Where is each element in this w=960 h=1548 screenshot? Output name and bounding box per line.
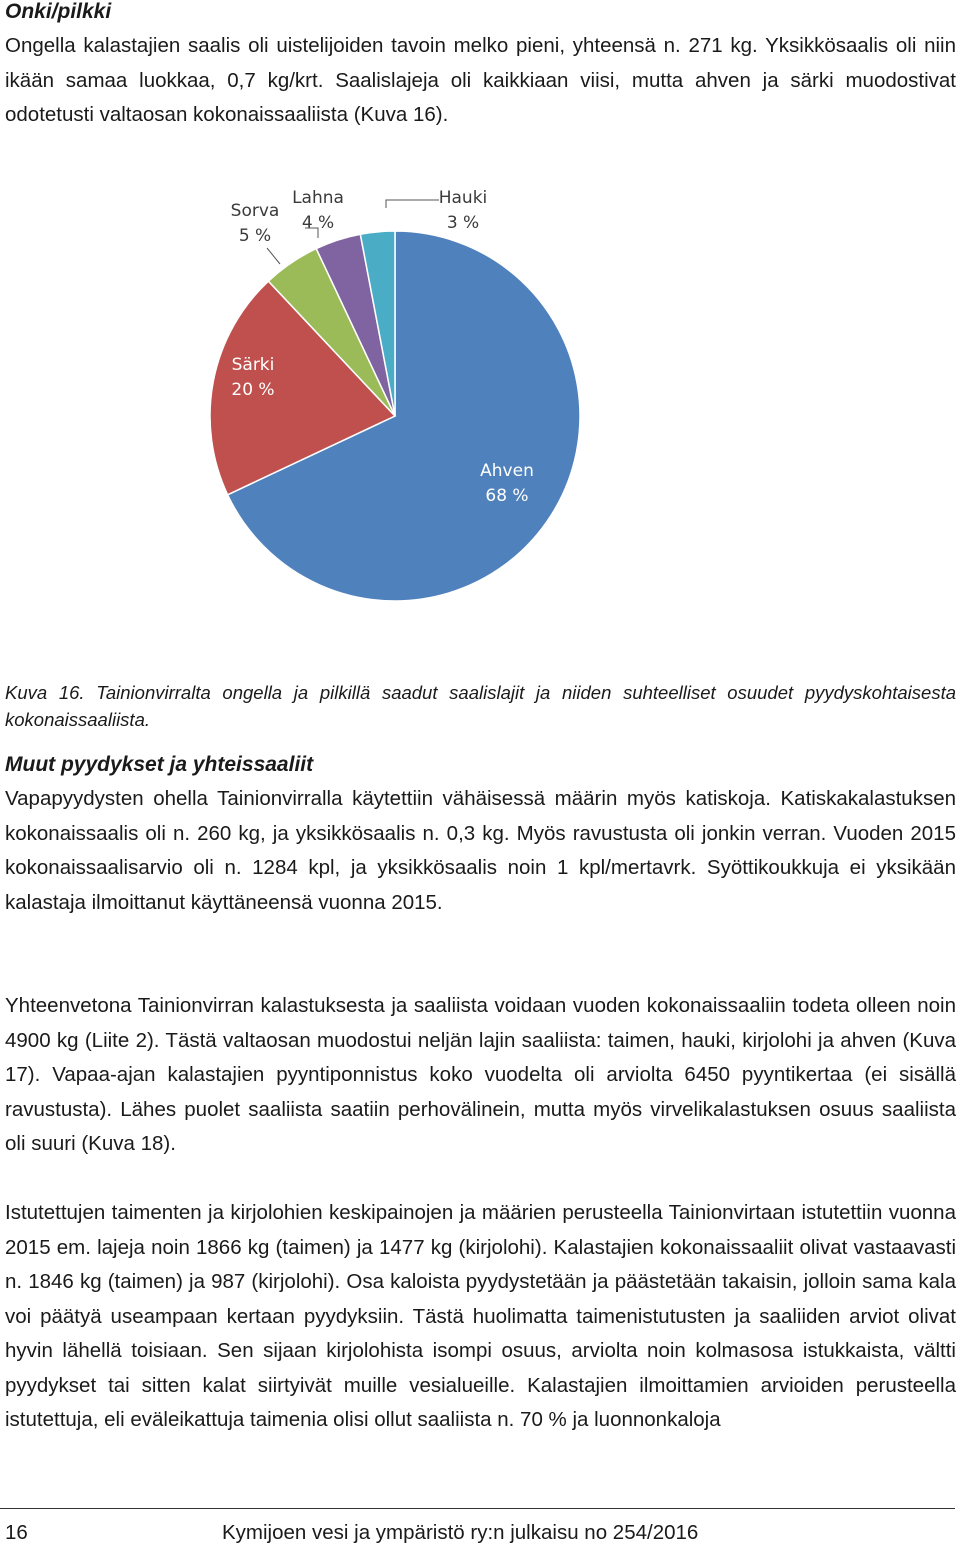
section-heading-muut: Muut pyydykset ja yhteissaaliit bbox=[5, 753, 314, 776]
pie-label-name-ahven: Ahven bbox=[480, 461, 534, 481]
pie-label-value-ahven: 68 % bbox=[485, 486, 529, 506]
pie-label-value-hauki: 3 % bbox=[446, 213, 480, 233]
pie-label-name-sorva: Sorva bbox=[230, 201, 280, 221]
pie-label-name-hauki: Hauki bbox=[438, 188, 488, 208]
pie-chart bbox=[185, 180, 645, 620]
section-heading-onki: Onki/pilkki bbox=[5, 0, 112, 23]
pie-label-name-sarki: Särki bbox=[231, 355, 275, 375]
footer-divider bbox=[0, 1508, 955, 1509]
paragraph-istutus: Istutettujen taimenten ja kirjolohien keskipainojen ja määrien perusteella Tainionvirtaan istutettiin vuonna 2015 em. lajeja noin 1866 kg (taimen) ja 1477 kg (kirjolohi). Kalastajien kokonaissaaliit olivat vastaavasti n. 1846 kg (taimen) ja 987 (kirjolohi). Osa kaloista pyydystetään ja päästetään takaisin, jolloin sama kala voi päätyä useampaan kertaan pyydyksiin. Tästä huolimatta taimenistutusten ja saaliiden arviot olivat hyvin lähellä toisiaan. Sen sijaan kirjolohista isompi osuus, arviolta noin kolmasosa istukkaista, vältti pyydykset tai sitten kalat siirtyivät muille vesialueille. Kalastajien ilmoittamien arvioiden perusteella istutettuja, eli eväleikattuja taimenia olisi ollut saaliista n. 70 % ja luonnonkaloja bbox=[5, 1201, 956, 1431]
pie-label-value-sarki: 20 % bbox=[231, 380, 275, 400]
pie-leader-line-sorva bbox=[267, 248, 280, 264]
footer-publication: Kymijoen vesi ja ympäristö ry:n julkaisu no 254/2016 bbox=[222, 1521, 699, 1544]
pie-label-value-sorva: 5 % bbox=[238, 226, 272, 246]
figure-caption: Kuva 16. Tainionvirralta ongella ja pilkillä saadut saalislajit ja niiden suhteelliset osuudet pyydyskohtaisesta kokonaissaaliista. bbox=[5, 681, 956, 730]
footer-page-number: 16 bbox=[5, 1521, 28, 1544]
pie-leader-line-hauki bbox=[386, 200, 439, 208]
pie-chart-svg bbox=[185, 180, 645, 620]
pie-label-value-lahna: 4 % bbox=[301, 213, 335, 233]
paragraph-muut: Vapapyydysten ohella Tainionvirralla käytettiin vähäisessä määrin myös katiskoja. Katiskakalastuksen kokonaissaalis oli n. 260 kg, ja yksikkösaalis n. 0,3 kg. Myös ravustusta oli jonkin verran. Vuoden 2015 kokonaissaalisarvio oli n. 1284 kpl, ja yksikkösaalis noin 1 kpl/mertavrk. Syöttikoukkuja ei yksikään kalastaja ilmoittanut käyttäneensä vuonna 2015. bbox=[5, 787, 956, 914]
pie-label-name-lahna: Lahna bbox=[292, 188, 344, 208]
paragraph-yhteenveto: Yhteenvetona Tainionvirran kalastuksesta ja saaliista voidaan vuoden kokonaissaaliin todeta olleen noin 4900 kg (Liite 2). Tästä valtaosan muodostui neljän lajin saaliista: taimen, hauki, kirjolohi ja ahven (Kuva 17). Vapaa-ajan kalastajien pyyntiponnistus koko vuodelta oli arviolta 6450 pyyntikertaa (ei sisällä ravustusta). Lähes puolet saaliista saatiin perhovälinein, mutta myös virvelikalastuksen osuus saaliista oli suuri (Kuva 18). bbox=[5, 994, 956, 1155]
paragraph-onki: Ongella kalastajien saalis oli uistelijoiden tavoin melko pieni, yhteensä n. 271 kg. Yksikkösaalis oli niin ikään samaa luokkaa, 0,7 kg/krt. Saalislajeja oli kaikkiaan viisi, mutta ahven ja särki muodostivat odotetusti valtaosan kokonaissaaliista (Kuva 16). bbox=[5, 34, 956, 126]
